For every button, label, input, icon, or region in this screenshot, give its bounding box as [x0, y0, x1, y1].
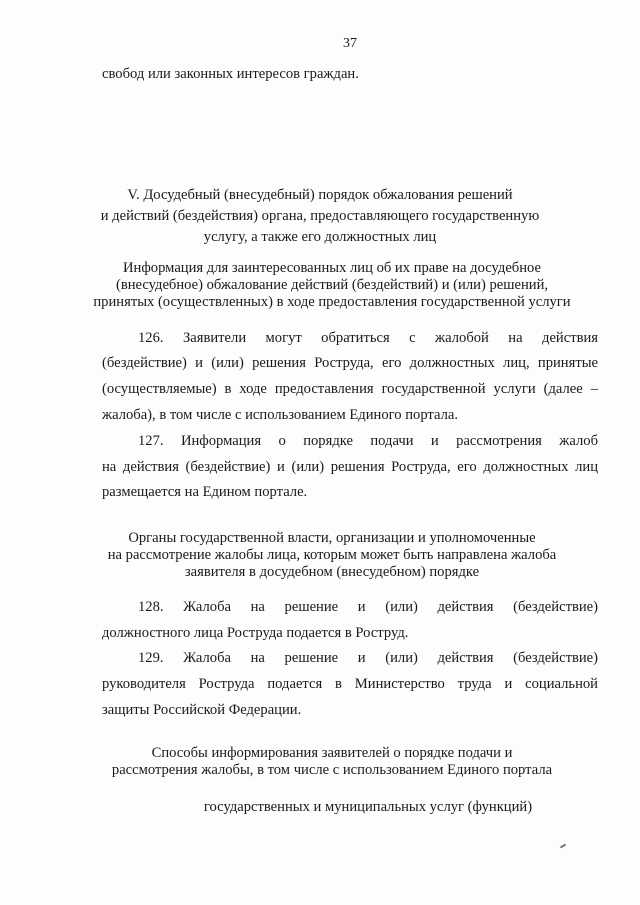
section-heading-line-2: и действий (бездействия) органа, предоставляющего государственную	[100, 208, 540, 224]
para-126-line-4: жалоба), в том числе с использованием Единого портала.	[102, 407, 458, 423]
subheading-2-line-1: Органы государственной власти, организации и уполномоченные	[128, 530, 536, 546]
scan-mark	[560, 844, 566, 849]
subheading-1-line-2: (внесудебное) обжалование действий (бездействий) и (или) решений,	[115, 277, 549, 293]
subheading-3-line-3: государственных и муниципальных услуг (функций)	[203, 799, 533, 815]
subheading-1-line-1: Информация для заинтересованных лиц об их праве на досудебное	[123, 260, 541, 276]
para-126-line-1: 126. Заявители могут обратиться с жалобой на действия	[138, 330, 598, 346]
subheading-2-line-2: на рассмотрение жалобы лица, которым может быть направлена жалоба	[107, 547, 557, 563]
section-heading-line-1: V. Досудебный (внесудебный) порядок обжалования решений	[127, 187, 513, 203]
para-128-line-2: должностного лица Роструда подается в Роструд.	[102, 625, 409, 641]
subheading-1-line-3: принятых (осуществленных) в ходе предоставления государственной услуги	[93, 294, 571, 310]
para-126-line-3: (осуществляемые) в ходе предоставления государственной услуги (далее –	[102, 381, 598, 397]
para-129-line-2: руководителя Роструда подается в Министерство труда и социальной	[102, 676, 598, 692]
page-number: 37	[343, 36, 357, 51]
para-128-line-1: 128. Жалоба на решение и (или) действия (бездействие)	[138, 599, 598, 615]
section-heading-line-3: услугу, а также его должностных лиц	[203, 229, 437, 245]
para-127-line-3: размещается на Едином портале.	[102, 484, 308, 500]
subheading-2-line-3: заявителя в досудебном (внесудебном) порядке	[184, 564, 480, 580]
para-127-line-2: на действия (бездействие) и (или) решения Роструда, его должностных лиц	[102, 459, 598, 475]
para-129-line-3: защиты Российской Федерации.	[102, 702, 302, 718]
para-129-line-1: 129. Жалоба на решение и (или) действия (бездействие)	[138, 650, 598, 666]
subheading-3-line-1: Способы информирования заявителей о порядке подачи и	[151, 745, 513, 761]
para-127-line-1: 127. Информация о порядке подачи и рассмотрения жалоб	[138, 433, 598, 449]
subheading-3-line-2: рассмотрения жалобы, в том числе с использованием Единого портала	[111, 762, 553, 778]
para-126-line-2: (бездействие) и (или) решения Роструда, его должностных лиц, принятые	[102, 355, 598, 371]
continuation-text: свобод или законных интересов граждан.	[102, 66, 359, 82]
